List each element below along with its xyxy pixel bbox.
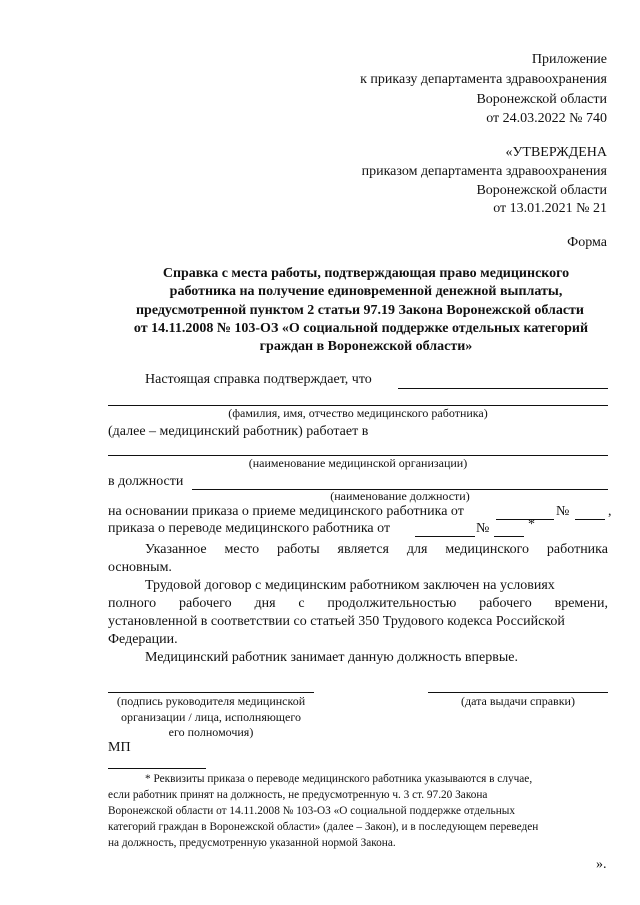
footnote-line: Воронежской области от 14.11.2008 № 103-ОЗ «О социальной поддержке отдельных bbox=[108, 805, 515, 817]
footnote-line: на должность, предусмотренную указанной нормой Закона. bbox=[108, 837, 396, 849]
word: рабочего bbox=[179, 596, 232, 611]
word: работника bbox=[546, 542, 608, 557]
form-label: Форма bbox=[567, 235, 607, 250]
footnote-separator bbox=[108, 768, 206, 769]
issue-date-field[interactable] bbox=[428, 692, 608, 693]
word: дня bbox=[254, 596, 276, 611]
word: времени, bbox=[554, 596, 608, 611]
paragraph-line: Федерации. bbox=[108, 632, 178, 647]
issue-date-caption: (дата выдачи справки) bbox=[461, 694, 575, 708]
word: Указанное bbox=[145, 542, 207, 557]
transfer-order-text: приказа о переводе медицинского работника от bbox=[108, 521, 391, 536]
footnote-line: категорий граждан в Воронежской области» (далее – Закон), и в последующем переведен bbox=[108, 821, 539, 833]
paragraph-line: установленной в соответствии со статьей 350 Трудового кодекса Российской bbox=[108, 614, 565, 629]
signature-caption: организации / лица, исполняющего bbox=[120, 710, 301, 724]
footnote-mark: * bbox=[528, 517, 535, 532]
closing-quote: ». bbox=[596, 857, 607, 872]
word: для bbox=[406, 542, 428, 557]
approved-date: от 13.01.2021 № 21 bbox=[493, 201, 607, 216]
title-line: Справка с места работы, подтверждающая право медицинского bbox=[162, 266, 570, 281]
title-line: работника на получение единовременной денежной выплаты, bbox=[169, 284, 563, 299]
stamp-placeholder: МП bbox=[108, 740, 131, 755]
word: полного bbox=[108, 596, 157, 611]
hire-order-number-field[interactable] bbox=[575, 519, 605, 520]
hire-order-num-sign: № bbox=[556, 504, 570, 519]
word: продолжительностью bbox=[327, 596, 457, 611]
word: с bbox=[298, 596, 305, 611]
word: медицинского bbox=[445, 542, 530, 557]
appendix-date: от 24.03.2022 № 740 bbox=[486, 111, 607, 126]
title-line: граждан в Воронежской области» bbox=[259, 339, 473, 354]
org-caption: (наименование медицинской организации) bbox=[248, 456, 468, 470]
appendix-order-ref: к приказу департамента здравоохранения bbox=[360, 72, 607, 87]
paragraph-main-workplace bbox=[145, 542, 608, 558]
appendix-region: Воронежской области bbox=[476, 92, 607, 107]
approved-region: Воронежской области bbox=[476, 183, 607, 198]
title-line: от 14.11.2008 № 103-ОЗ «О социальной поддержке отдельных категорий bbox=[133, 321, 589, 336]
transfer-order-date-field[interactable] bbox=[415, 536, 475, 537]
paragraph-first-time: Медицинский работник занимает данную должность впервые. bbox=[145, 650, 518, 665]
title-line: предусмотренной пунктом 2 статьи 97.19 Закона Воронежской области bbox=[135, 303, 585, 318]
order-basis-text: на основании приказа о приеме медицинского работника от bbox=[108, 504, 464, 519]
position-caption: (наименование должности) bbox=[330, 489, 470, 503]
confirms-text: Настоящая справка подтверждает, что bbox=[145, 372, 372, 387]
employee-name-field[interactable] bbox=[398, 388, 608, 389]
paragraph-employment-contract bbox=[108, 596, 608, 612]
word: место bbox=[224, 542, 260, 557]
paragraph-line: Трудовой договор с медицинским работником заключен на условиях bbox=[145, 578, 555, 593]
word: работы bbox=[276, 542, 320, 557]
transfer-order-num-sign: № bbox=[476, 521, 490, 536]
works-at-text: (далее – медицинский работник) работает в bbox=[108, 424, 369, 439]
appendix-title: Приложение bbox=[531, 52, 607, 67]
signature-field[interactable] bbox=[108, 692, 314, 693]
signature-caption: его полномочия) bbox=[168, 725, 254, 739]
signature-caption: (подпись руководителя медицинской bbox=[116, 694, 306, 708]
transfer-order-number-field[interactable] bbox=[494, 536, 524, 537]
footnote-line: если работник принят на должность, не предусмотренную ч. 3 ст. 97.20 Закона bbox=[108, 789, 488, 801]
word: является bbox=[337, 542, 389, 557]
paragraph-line: основным. bbox=[108, 560, 172, 575]
fio-caption: (фамилия, имя, отчество медицинского работника) bbox=[228, 406, 488, 420]
word: рабочего bbox=[479, 596, 532, 611]
position-label: в должности bbox=[108, 474, 184, 489]
footnote-line: * Реквизиты приказа о переводе медицинского работника указываются в случае, bbox=[145, 773, 533, 785]
hire-order-date-field[interactable] bbox=[496, 519, 554, 520]
comma: , bbox=[608, 504, 612, 519]
approved-order-ref: приказом департамента здравоохранения bbox=[361, 164, 607, 179]
approved-title: «УТВЕРЖДЕНА bbox=[505, 145, 607, 160]
